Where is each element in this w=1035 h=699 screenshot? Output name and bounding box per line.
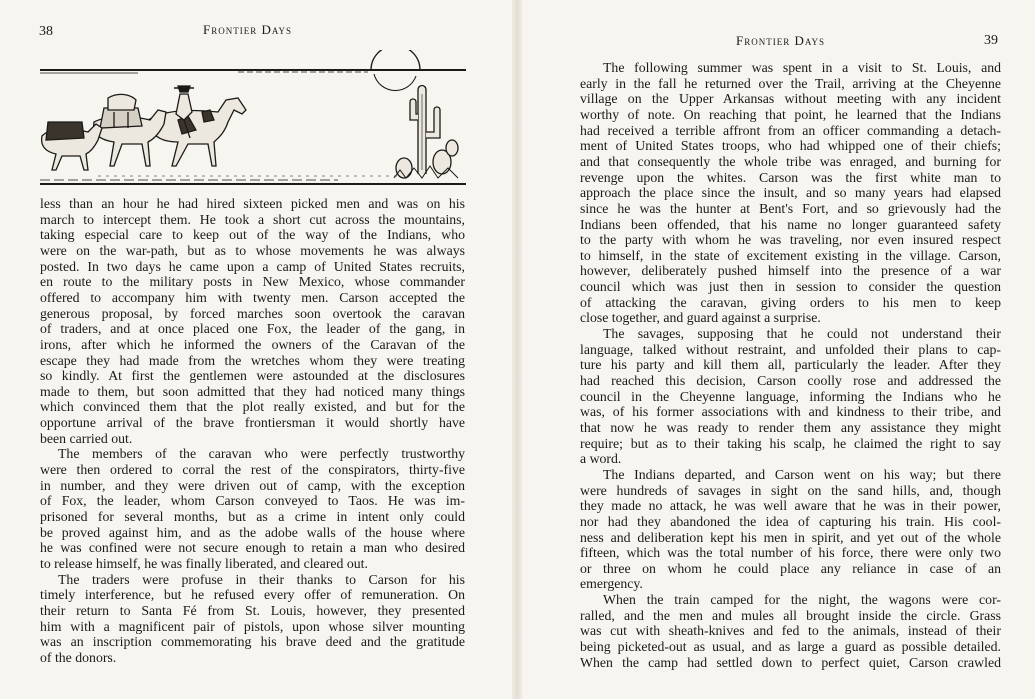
text-line: which convinced them that the plot really existed, and but for the bbox=[40, 399, 465, 415]
running-head: Frontier Days bbox=[203, 22, 293, 37]
text-line: or three on whom he could place any reliance in case of an bbox=[580, 560, 1001, 576]
text-line: were then ordered to corral the rest of the conspirators, thirty-five bbox=[40, 462, 465, 478]
text-line: The traders were profuse in their thanks to Carson for his bbox=[58, 571, 465, 587]
text-line: ness and deliberation kept his men in spirit, and yet out of the whole bbox=[580, 529, 1001, 545]
text-line: nor had they abandoned the idea of capturing his train. His cool- bbox=[580, 513, 1001, 529]
text-line: been carried out. bbox=[40, 430, 133, 446]
text-line: timely interference, but he refused every offer of remuneration. On bbox=[40, 587, 465, 603]
text-line: to himself, in the state of excitement existing in the village. Carson, bbox=[580, 247, 1001, 263]
text-line: since he was the hunter at Bent's Fort, and so grievously had the bbox=[580, 200, 1001, 216]
text-line: require; but as to their taking his scalp, he claimed the right to say bbox=[580, 435, 1001, 451]
text-line: being picketed-out as usual, and as large a guard as possible detailed. bbox=[580, 639, 1001, 655]
text-line: worthy of note. On reaching that point, he learned that the Indians bbox=[580, 106, 1001, 122]
text-line: offered to accompany him with twenty men. Carson accepted the bbox=[40, 289, 465, 305]
text-line: less than an hour he had hired sixteen picked men and was on his bbox=[40, 196, 465, 211]
text-line: that now he was ready to render them any assistance they might bbox=[580, 419, 1001, 435]
text-line: generous proposal, by forced marches soon overtook the caravan bbox=[40, 305, 465, 321]
text-line: of Fox, the leader, whom Carson conveyed to Taos. He was im- bbox=[40, 493, 465, 509]
text-line: their return to Santa Fé from St. Louis, however, they presented bbox=[40, 602, 465, 618]
text-line: When the train camped for the night, the wagons were cor- bbox=[603, 592, 1001, 608]
text-line: revenge upon the whites. Carson was the first white man to bbox=[580, 169, 1001, 185]
text-line: The Indians departed, and Carson went on his way; but there bbox=[603, 466, 1001, 482]
text-line: in number, and they were driven out of camp, with the exception bbox=[40, 477, 465, 493]
page-number: 39 bbox=[984, 33, 998, 48]
text-line: of the donors. bbox=[40, 649, 117, 665]
text-line: Indians been offended, that his name no longer guaranteed safety bbox=[580, 216, 1001, 232]
text-line: fifteen, which was the total number of his force, there were only two bbox=[580, 545, 1001, 561]
text-line: was cut with sheath-knives and fed to the animals, instead of their bbox=[580, 623, 1001, 639]
text-line: was, of his former associations with and kindness to their tribe, and bbox=[580, 404, 1001, 420]
text-line: to release himself, he was finally liberated, and cleared out. bbox=[40, 555, 368, 571]
text-line: The savages, supposing that he could not understand their bbox=[603, 326, 1001, 342]
text-line: opportune arrival of the brave frontiersman it would shortly have bbox=[40, 415, 465, 431]
running-head: Frontier Days bbox=[736, 33, 826, 48]
text-line: en route to the military posts in New Mexico, whose commander bbox=[40, 274, 465, 290]
text-line: The members of the caravan who were perfectly trustworthy bbox=[58, 446, 465, 462]
text-line: to the party with whom he was traveling, nor even insured respect bbox=[580, 232, 1001, 248]
text-line: so kindly. At first the gentlemen were astounded at the disclosures bbox=[40, 368, 465, 384]
text-line: of traders, and at once placed one Fox, the leader of the gang, in bbox=[40, 321, 465, 337]
text-line: ture his party and kill them all, particularly the leader. After they bbox=[580, 357, 1001, 373]
text-line: close together, and guard against a surprise. bbox=[580, 310, 821, 326]
text-line: approach the place since the insult, and so many years had elapsed bbox=[580, 185, 1001, 201]
text-line: had received a terrible affront from an officer commanding a detach- bbox=[580, 122, 1001, 138]
text-line: they made no attack, he was well aware that he was in their power, bbox=[580, 498, 1001, 514]
text-line: taking especial care to keep out of the way of the Indians, who bbox=[40, 227, 465, 243]
text-line: council in the Cheyenne language, informing the Indians who he bbox=[580, 388, 1001, 404]
right-page bbox=[518, 0, 1035, 699]
text-line: early in the fall he returned over the Trail, arriving at the Cheyenne bbox=[580, 75, 1001, 91]
text-line: him with a magnificent pair of pistols, upon whose silver mounting bbox=[40, 618, 465, 634]
text-line: posted. In two days he came upon a camp of United States recruits, bbox=[40, 258, 465, 274]
page-number: 38 bbox=[39, 24, 53, 39]
text-line: march to intercept them. He took a short cut across the mountains, bbox=[40, 211, 465, 227]
text-line: a word. bbox=[580, 451, 622, 467]
text-line: irons, after which he informed the owners of the Caravan of the bbox=[40, 336, 465, 352]
text-line: however, deliberately pushed himself into the presence of a war bbox=[580, 263, 1001, 279]
text-line: ralled, and the men and mules all brought inside the circle. Grass bbox=[580, 607, 1001, 623]
text-line: ment of United States troops, who had whipped one of their chiefs; bbox=[580, 138, 1001, 154]
text-line: language, talked without restraint, and unfolded their plans to cap- bbox=[580, 341, 1001, 357]
text-line: had reached this decision, Carson coolly rose and addressed the bbox=[580, 373, 1001, 388]
text-line: emergency. bbox=[580, 576, 643, 592]
text-line: The following summer was spent in a visit to St. Louis, and bbox=[603, 60, 1001, 75]
text-line: he was confined were not secure enough to retain a man who desired bbox=[40, 540, 465, 556]
text-line: was an inscription commemorating his brave deed and the gratitude bbox=[40, 634, 465, 650]
text-line: made to them, but soon admitted that they had noticed many things bbox=[40, 383, 465, 399]
left-page bbox=[0, 0, 515, 699]
text-line: be proved against him, and as the adobe walls of the house where bbox=[40, 524, 465, 540]
text-line: When the camp had settled down to perfect quiet, Carson crawled bbox=[580, 654, 1001, 670]
frontier-illustration bbox=[38, 50, 468, 192]
text-line: village on the Upper Arkansas without meeting with any incident bbox=[580, 91, 1001, 107]
text-line: were on the war-path, but as to whose movements he was always bbox=[40, 242, 465, 258]
text-line: council which was just then in session to consider the question bbox=[580, 279, 1001, 295]
text-line: of attacking the caravan, giving orders to his men to keep bbox=[580, 294, 1001, 310]
text-line: escape they had made from the wretches whom they were treating bbox=[40, 352, 465, 368]
text-line: were hundreds of savages in sight on the sand hills, and, though bbox=[580, 482, 1001, 498]
text-line: prisoned for several months, but as a crime in intent only could bbox=[40, 509, 465, 524]
text-line: and that consequently the whole tribe was enraged, and burning for bbox=[580, 153, 1001, 169]
